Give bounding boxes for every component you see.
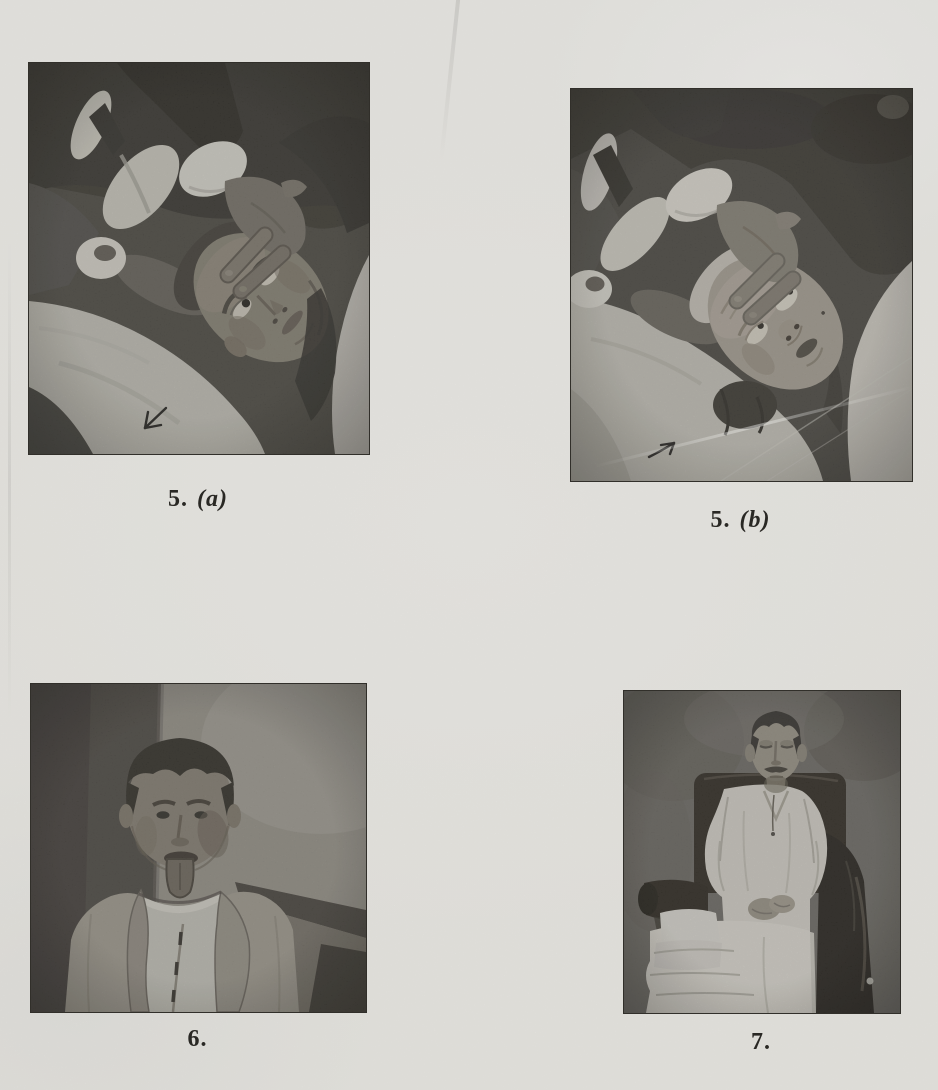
figure-6-caption xyxy=(30,1026,365,1053)
figure-5b-caption xyxy=(570,507,911,534)
caption-number: 5. xyxy=(168,486,188,512)
caption-suffix: (b) xyxy=(739,507,771,533)
paper-crease xyxy=(8,240,11,720)
photo-5b-supine-eye-examination-eyes-rolled xyxy=(570,88,913,482)
caption-number: 5. xyxy=(710,507,731,533)
photo-6-man-protruding-tongue xyxy=(30,683,367,1013)
photo-5a-supine-eye-examination xyxy=(28,62,370,455)
figure-5a-caption xyxy=(28,486,368,513)
figure-5a xyxy=(28,62,368,513)
figure-6 xyxy=(30,683,365,1053)
figure-7 xyxy=(623,690,899,1056)
caption-number: 7. xyxy=(751,1029,771,1055)
figure-5b xyxy=(570,88,911,534)
caption-number: 6. xyxy=(187,1026,208,1052)
caption-suffix: (a) xyxy=(197,486,228,512)
figure-7-caption xyxy=(623,1029,899,1056)
paper-crease xyxy=(439,0,461,162)
photo-7-man-seated-in-armchair xyxy=(623,690,901,1014)
